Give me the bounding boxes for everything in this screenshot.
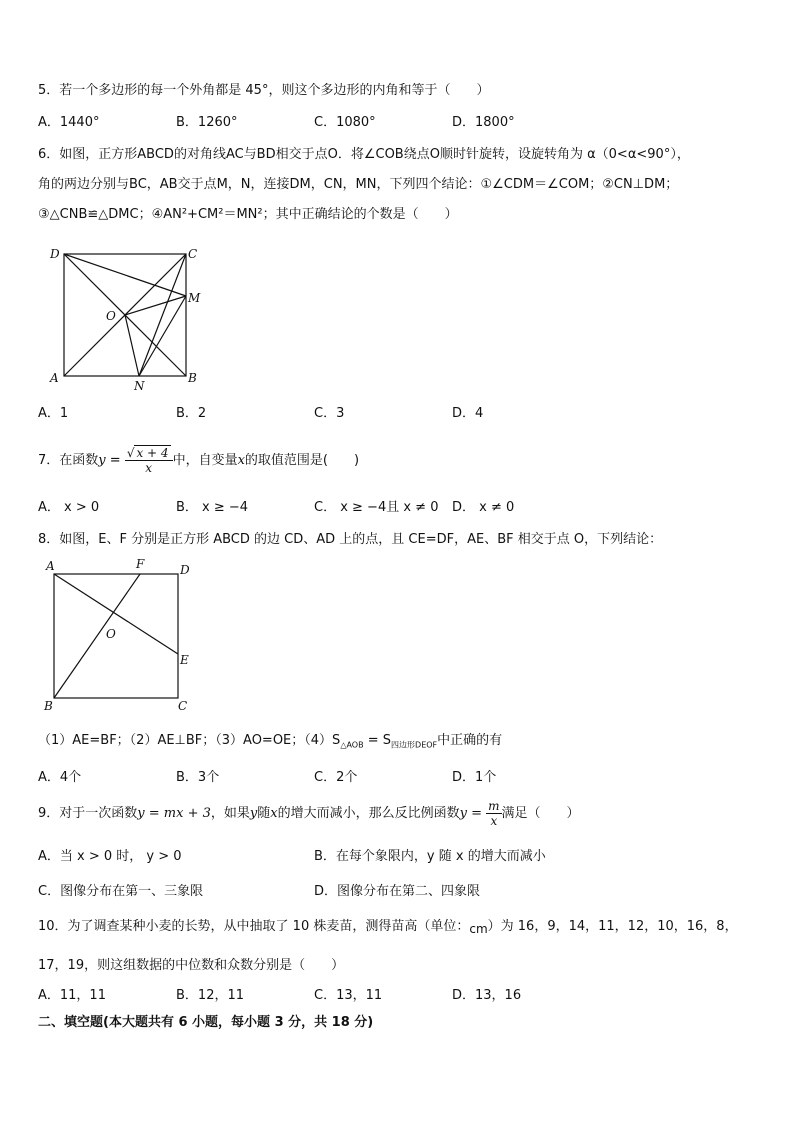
q6-option-d: D．4 (452, 406, 484, 421)
q10-stem-line1 (38, 917, 738, 936)
q7-option-d: D． x ≠ 0 (452, 500, 515, 515)
q7-denominator: x (145, 461, 153, 475)
q8-label-f: F (136, 557, 145, 571)
q6-option-c: C．3 (314, 406, 345, 421)
q9-option-c: C．图像分布在第一、三象限 (38, 884, 204, 899)
q8-option-b: B．3个 (176, 770, 220, 785)
q10-line1a: 10．为了调查某种小麦的长势，从中抽取了 10 株麦苗，测得苗高（单位： (38, 919, 470, 934)
q9-mid2: 随 (257, 806, 271, 821)
q8-label-c: C (178, 699, 188, 713)
q10-line1b: ）为 16，9，14，11，12，10，16，8， (487, 919, 738, 934)
q9-inverse-lhs: y = (459, 806, 487, 821)
q6-label-n: N (134, 379, 145, 393)
q8-conclusions-tail: 中正确的有 (437, 733, 503, 748)
q9-option-b: B．在每个象限内，y 随 x 的增大而减小 (314, 849, 546, 864)
q6-label-m: M (188, 291, 201, 305)
q9-option-d: D．图像分布在第二、四象限 (314, 884, 481, 899)
q9-stem (38, 798, 580, 830)
q8-label-d: D (180, 563, 190, 577)
q7-suffix: 中，自变量 (172, 453, 238, 468)
q8-conclusions-text: （1）AE=BF；（2）AE⊥BF；（3）AO=OE；（4） (38, 733, 333, 748)
q5-option-a: A．1440° (38, 115, 100, 130)
q7-y: y (98, 453, 106, 468)
q6-label-b: B (188, 371, 197, 385)
q8-option-c: C．2个 (314, 770, 358, 785)
q7-option-a: A． x > 0 (38, 500, 100, 515)
q9-tail: 满足（ ） (501, 806, 580, 821)
q5-option-d: D．1800° (452, 115, 515, 130)
q6-figure (44, 240, 214, 395)
q6-stem-line3: ③△CNB≌△DMC；④AN²+CM²＝MN²；其中正确结论的个数是（ ） (38, 207, 458, 222)
q7-option-b: B． x ≥ −4 (176, 500, 249, 515)
q8-label-b: B (44, 699, 53, 713)
q9-var-y: y (249, 806, 258, 821)
q8-area-equals: = (363, 733, 383, 748)
q7-stem (38, 444, 359, 478)
q8-label-e: E (180, 653, 189, 667)
q9-linear-function: y = mx + 3 (137, 806, 211, 821)
q10-option-d: D．13，16 (452, 988, 522, 1003)
q10-option-b: B．12，11 (176, 988, 245, 1003)
q8-stem: 8．如图，E、F 分别是正方形 ABCD 的边 CD、AD 上的点，且 CE=DF，AE、BF 相交于点 O，下列结论： (38, 532, 663, 547)
q7-option-c: C． x ≥ −4且 x ≠ 0 (314, 500, 439, 515)
q5-option-c: C．1080° (314, 115, 376, 130)
q6-segment-dm (64, 254, 186, 296)
q6-segment-cn (139, 254, 186, 376)
q7-tail: 的取值范围是( ) (244, 453, 360, 468)
q10-option-c: C．13，11 (314, 988, 383, 1003)
q8-square (54, 574, 178, 698)
q7-var: x (237, 453, 245, 468)
q7-prefix: 7．在函数 (38, 453, 99, 468)
q8-label-a: A (46, 559, 55, 573)
q8-label-o: O (106, 627, 116, 641)
q5-option-b: B．1260° (176, 115, 238, 130)
q6-label-o: O (106, 309, 116, 323)
q6-label-a: A (50, 371, 59, 385)
q6-segment-on (125, 315, 139, 376)
q8-option-a: A．4个 (38, 770, 82, 785)
q8-area-right: $S_{四边形DEOF}$ (382, 733, 438, 750)
q8-segment-ae (54, 574, 178, 654)
q6-stem-line1: 6．如图，正方形ABCD的对角线AC与BD相交于点O．将∠COB绕点O顺时针旋转，设旋转角为 α（0<α<90°）， (38, 147, 690, 162)
q9-var-x: x (270, 806, 278, 821)
q6-label-c: C (188, 247, 198, 261)
q9-prefix: 9．对于一次函数 (38, 806, 138, 821)
q9-mid: ，如果 (210, 806, 250, 821)
q10-stem-line2: 17，19，则这组数据的中位数和众数分别是（ ） (38, 958, 345, 973)
q9-mid3: 的增大而减小，那么反比例函数 (277, 806, 460, 821)
q10-option-a: A．11，11 (38, 988, 106, 1003)
q8-conclusions (38, 732, 502, 755)
q7-fraction: $\frac{√ x + 4}{x}$ (125, 446, 173, 475)
q5-stem: 5．若一个多边形的每一个外角都是 45°，则这个多边形的内角和等于（ ） (38, 83, 490, 98)
q8-option-d: D．1个 (452, 770, 497, 785)
q7-eq: = (105, 453, 125, 468)
q6-option-a: A．1 (38, 406, 69, 421)
q7-radicand: x + 4 (136, 446, 169, 460)
q9-fraction: $\frac{m}{x}$ (488, 799, 500, 828)
q8-segment-bf (54, 574, 140, 698)
q6-stem-line2: 角的两边分别与BC，AB交于点M，N，连接DM，CN，MN，下列四个结论：①∠CDM＝∠COM；②CN⊥DM； (38, 177, 679, 192)
q10-unit: cm (469, 922, 488, 936)
q6-label-d: D (50, 247, 60, 261)
q6-option-b: B．2 (176, 406, 207, 421)
q9-option-a: A．当 x > 0 时， y > 0 (38, 849, 182, 864)
q8-figure (40, 556, 200, 714)
q8-area-left: $S_{\triangle AOB}$ (332, 733, 364, 750)
section-2-heading: 二、填空题(本大题共有 6 小题，每小题 3 分，共 18 分) (38, 1015, 374, 1030)
